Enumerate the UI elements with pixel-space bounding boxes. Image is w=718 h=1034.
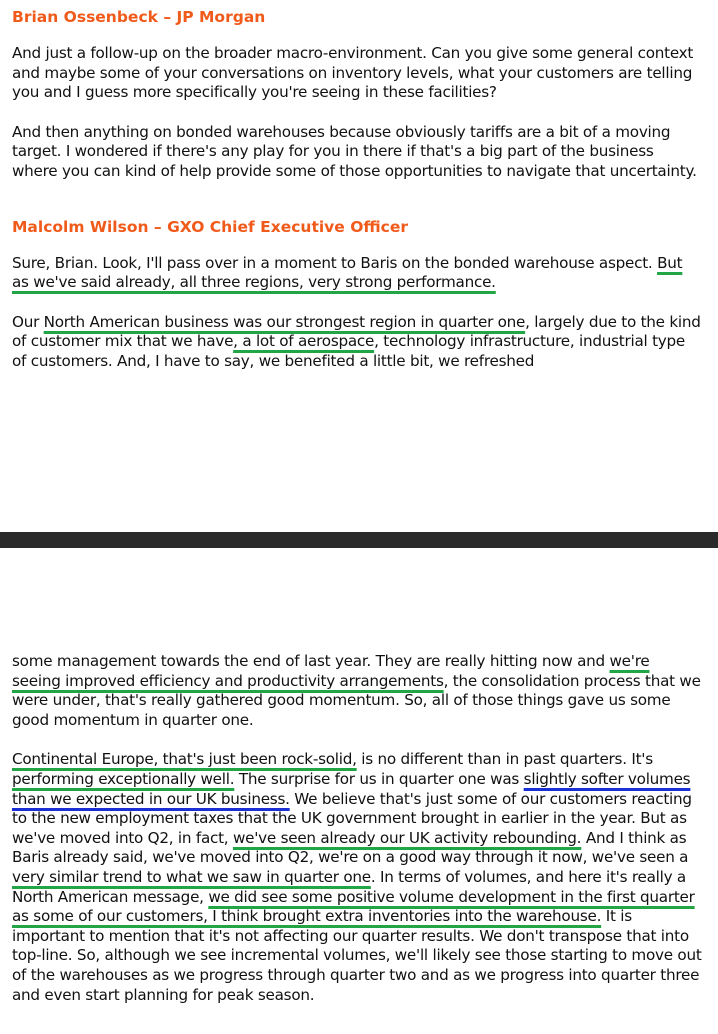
green-highlight-positive-volume: we did see some positive volume development in the first quarter as some of our customers, I think brought extra inventories into the warehouse. (12, 887, 695, 926)
text-segment: It is important to mention that it's not affecting our quarter results. We don't transpose that into top-line. So, although we see incremental volumes, we'll likely see those starting to move out of the warehouses as we progress through quarter two and as we progress into quarter three and even start planning for peak season. (12, 907, 702, 1004)
text-segment: , largely due to the kind of customer mix that we have (12, 312, 701, 351)
text-segment: And I think as Baris already said, we've moved into Q2, we're on a good way through it now, we've seen a (12, 828, 689, 867)
text-segment: some management towards the end of last year. They are really hitting now and (12, 652, 610, 670)
green-highlight-similar-trend: very similar trend to what we saw in quarter one (12, 867, 371, 886)
text-segment: The surprise for us in quarter one was (234, 769, 524, 788)
page-break-divider (0, 532, 718, 548)
page-2-content (12, 652, 702, 1005)
transcript-page-2 (0, 548, 718, 1034)
green-highlight-regions: But as we've said already, all three regions, very strong performance. (12, 253, 683, 292)
green-highlight-continental-europe: Continental Europe, that's just been rock-solid, (12, 750, 357, 769)
page-1-content (12, 6, 702, 372)
text-segment: is no different than in past quarters. It's (356, 750, 653, 769)
green-highlight-efficiency: we're seeing improved efficiency and productivity arrangements (12, 652, 650, 690)
text-segment: We believe that's just some of our customers reacting to the new employment taxes that the UK government brought in earlier in the year. But as we've moved into Q2, in fact, (12, 789, 692, 847)
green-highlight-performing: performing exceptionally well. (12, 769, 235, 788)
malcolm-answer-paragraph-3 (12, 652, 702, 730)
text-segment: . In terms of volumes, and here it's really a North American message, (12, 867, 686, 906)
text-segment: , technology infrastructure, industrial type of customers. And, I have to say, we benefited a little bit, we refreshed (12, 332, 685, 370)
text-segment: Our (12, 312, 44, 331)
green-highlight-north-america: North American business was our strongest region in quarter one (43, 312, 526, 331)
brian-question-paragraph-2: And then anything on bonded warehouses because obviously tariffs are a bit of a moving target. I wondered if there's any play for you in there if that's a big part of the business where you can kind of help provide some of those opportunities to navigate that uncertainty. (12, 122, 697, 180)
malcolm-answer-paragraph-4 (12, 750, 702, 1005)
malcolm-answer-paragraph-1 (12, 254, 702, 293)
malcolm-answer-paragraph-2 (12, 313, 702, 372)
text-segment: , the consolidation process that we were under, that's really gathered good momentum. So, all of those things gave us some good momentum in quarter one. (12, 671, 701, 729)
brian-question-paragraph-1: And just a follow-up on the broader macro-environment. Can you give some general context and maybe some of your conversations on inventory levels, what your customers are telling you and I guess more specifically you're seeing in these facilities? (12, 44, 694, 102)
green-highlight-aerospace: , a lot of aerospace (233, 332, 375, 351)
green-highlight-uk-rebounding: we've seen already our UK activity rebounding. (232, 828, 582, 847)
text-segment: Sure, Brian. Look, I'll pass over in a moment to Baris on the bonded warehouse aspect. (12, 253, 658, 272)
speaker-name-malcolm: Malcolm Wilson – GXO Chief Executive Officer (12, 217, 408, 236)
blue-highlight-uk-softer-volumes: slightly softer volumes than we expected in our UK business. (12, 769, 691, 808)
speaker-name-brian: Brian Ossenbeck – JP Morgan (12, 8, 266, 26)
